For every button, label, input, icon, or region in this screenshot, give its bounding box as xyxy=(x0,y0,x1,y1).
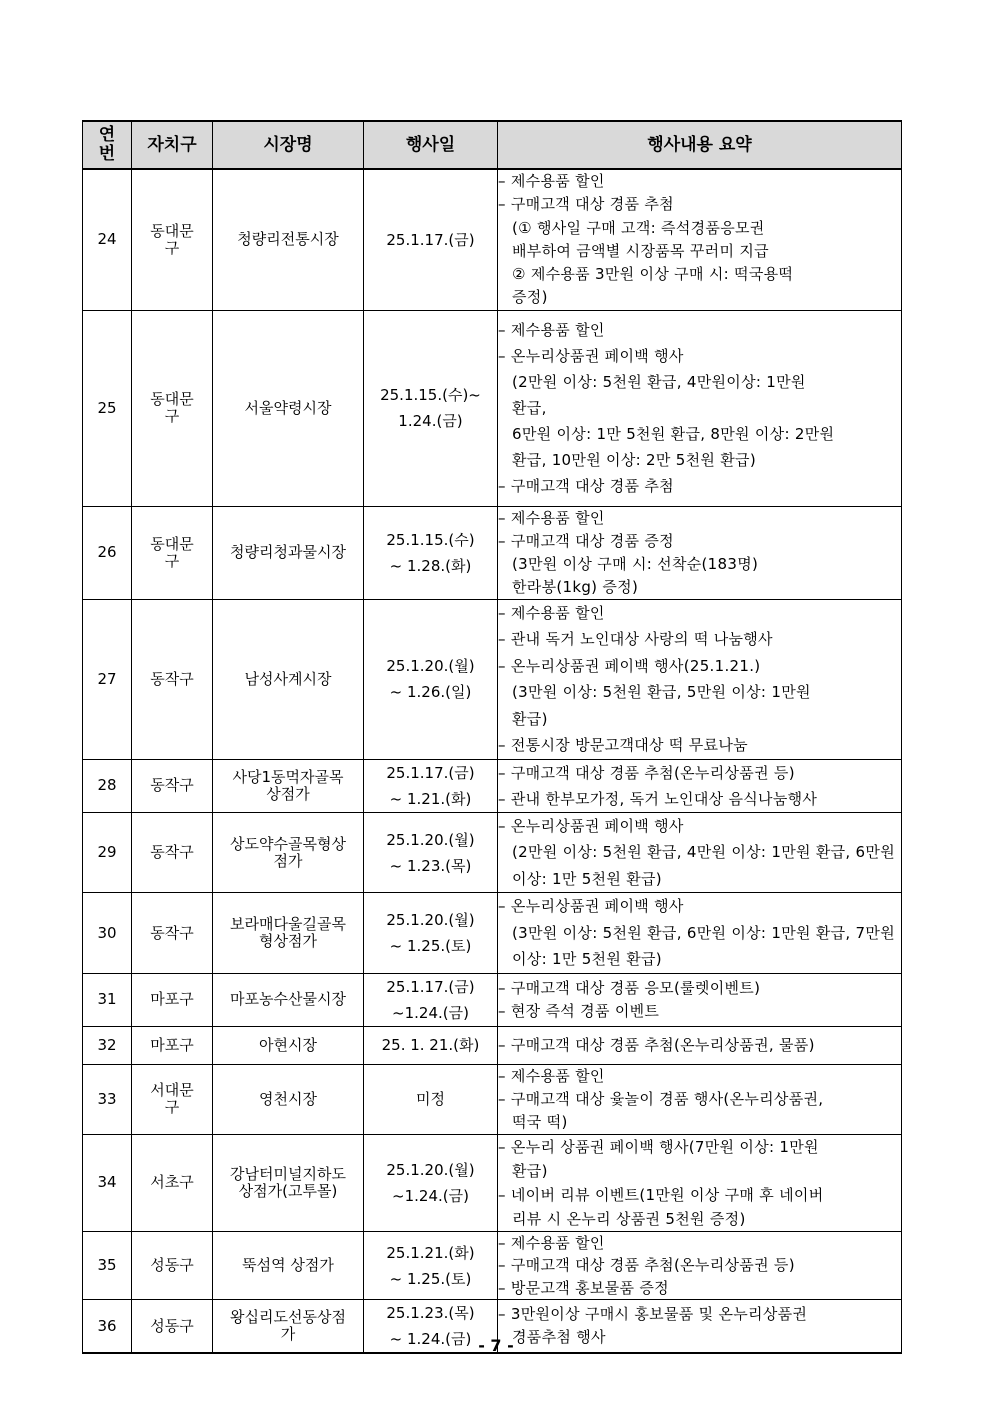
row-date-text: 25.1.20.(월) ~ 1.25.(토) xyxy=(386,911,475,956)
row-summary xyxy=(498,893,902,974)
row-summary xyxy=(498,1134,902,1231)
row-district xyxy=(132,1026,213,1064)
summary-line: (① 행사일 구매 고객: 즉석경품응모권 xyxy=(512,218,765,237)
row-summary xyxy=(498,506,902,599)
row-no-text: 36 xyxy=(97,1316,117,1335)
row-summary xyxy=(498,759,902,812)
summary-line: ② 제수용품 3만원 이상 구매 시: 떡국용떡 xyxy=(512,265,794,284)
row-no xyxy=(83,1134,132,1231)
summary-line: – 온누리상품권 페이백 행사 xyxy=(498,347,684,366)
row-summary xyxy=(498,169,902,310)
row-summary xyxy=(498,1026,902,1064)
summary-line: – 온누리상품권 페이백 행사 xyxy=(498,897,684,916)
row-district-text: 서초구 xyxy=(150,1173,194,1192)
summary-line: (2만원 이상: 5천원 환급, 4만원이상: 1만원 xyxy=(512,373,806,392)
summary-line: – 관내 한부모가정, 독거 노인대상 음식나눔행사 xyxy=(498,789,818,808)
summary-line: – 네이버 리뷰 이벤트(1만원 이상 구매 후 네이버 xyxy=(498,1185,824,1204)
row-no xyxy=(83,1064,132,1134)
summary-line: – 제수용품 할인 xyxy=(498,172,605,190)
summary-line: 이상: 1만 5천원 환급) xyxy=(512,950,662,969)
row-district xyxy=(132,812,213,893)
row-date xyxy=(364,1134,498,1231)
row-market-text: 보라매다울길골목 형상점가 xyxy=(230,915,346,951)
row-market-text: 마포농수산물시장 xyxy=(230,990,346,1009)
row-district-text: 마포구 xyxy=(150,990,194,1009)
header-date: 행사일 xyxy=(364,121,498,169)
row-date xyxy=(364,759,498,812)
row-no-text: 30 xyxy=(97,923,117,942)
summary-line: (3만원 이상: 5천원 환급, 5만원 이상: 1만원 xyxy=(512,683,811,702)
row-market xyxy=(213,893,364,974)
row-no xyxy=(83,1026,132,1064)
row-summary xyxy=(498,1064,902,1134)
row-date xyxy=(364,1064,498,1134)
summary-line: 환급) xyxy=(512,1161,548,1180)
row-date-text: 25.1.15.(수)~ 1.24.(금) xyxy=(380,386,481,431)
table-row xyxy=(83,506,902,599)
row-district-text: 성동구 xyxy=(150,1316,194,1335)
summary-line: – 구매고객 대상 경품 추첨 xyxy=(498,477,674,496)
row-market xyxy=(213,759,364,812)
summary-line: (2만원 이상: 5천원 환급, 4만원 이상: 1만원 환급, 6만원 xyxy=(512,843,895,862)
table-row xyxy=(83,169,902,310)
header-row xyxy=(83,121,902,169)
row-district xyxy=(132,506,213,599)
row-summary xyxy=(498,812,902,893)
row-no xyxy=(83,310,132,506)
summary-line: – 구매고객 대상 경품 추첨(온누리상품권 등) xyxy=(498,763,795,782)
row-market-text: 상도약수골목형상 점가 xyxy=(230,834,346,870)
row-no-text: 27 xyxy=(97,669,117,688)
row-no-text: 25 xyxy=(97,398,117,417)
row-date-text: 25. 1. 21.(화) xyxy=(381,1036,480,1055)
summary-line: 증정) xyxy=(512,288,548,307)
row-date-text: 25.1.20.(월) ~ 1.23.(목) xyxy=(386,830,475,875)
summary-line: – 온누리상품권 페이백 행사(25.1.21.) xyxy=(498,656,761,675)
row-date-text: 25.1.17.(금) ~ 1.21.(화) xyxy=(386,763,475,808)
row-market xyxy=(213,310,364,506)
summary-line: – 3만원이상 구매시 홍보물품 및 온누리상품권 xyxy=(498,1305,808,1324)
row-date xyxy=(364,973,498,1026)
row-market xyxy=(213,973,364,1026)
row-date xyxy=(364,310,498,506)
row-no-text: 31 xyxy=(97,990,117,1009)
row-market xyxy=(213,1064,364,1134)
row-date xyxy=(364,893,498,974)
row-no-text: 33 xyxy=(97,1089,117,1108)
row-market xyxy=(213,1231,364,1300)
row-district-text: 동작구 xyxy=(150,669,194,688)
summary-line: 환급, 10만원 이상: 2만 5천원 환급) xyxy=(512,451,756,470)
table-row xyxy=(83,893,902,974)
summary-line: 환급) xyxy=(512,709,548,728)
row-market-text: 영천시장 xyxy=(259,1089,317,1108)
row-district-text: 동대문 구 xyxy=(150,390,194,426)
row-no-text: 35 xyxy=(97,1256,117,1275)
row-market-text: 남성사계시장 xyxy=(244,669,332,688)
summary-line: – 온누리 상품권 페이백 행사(7만원 이상: 1만원 xyxy=(498,1137,819,1156)
row-date xyxy=(364,812,498,893)
row-date-text: 미정 xyxy=(416,1090,445,1109)
row-district-text: 동작구 xyxy=(150,843,194,862)
row-district-text: 서대문 구 xyxy=(150,1081,194,1117)
summary-line: – 구매고객 대상 경품 추첨(온누리상품권, 물품) xyxy=(498,1036,815,1055)
row-no xyxy=(83,893,132,974)
row-district xyxy=(132,1231,213,1300)
summary-line: 6만원 이상: 1만 5천원 환급, 8만원 이상: 2만원 xyxy=(512,425,835,444)
summary-line: 이상: 1만 5천원 환급) xyxy=(512,869,662,888)
table-row xyxy=(83,759,902,812)
row-district xyxy=(132,1134,213,1231)
row-no xyxy=(83,759,132,812)
table-row xyxy=(83,1134,902,1231)
header-district: 자치구 xyxy=(132,121,213,169)
row-market-text: 강남터미널지하도 상점가(고투몰) xyxy=(230,1164,346,1200)
table-row xyxy=(83,1231,902,1300)
row-market-text: 뚝섬역 상점가 xyxy=(242,1256,334,1275)
row-date-text: 25.1.21.(화) ~ 1.25.(토) xyxy=(386,1243,475,1288)
table-row xyxy=(83,1026,902,1064)
row-no xyxy=(83,506,132,599)
summary-line: 떡국 떡) xyxy=(512,1112,568,1131)
summary-line: – 구매고객 대상 경품 응모(룰렛이벤트) xyxy=(498,978,761,997)
row-no-text: 28 xyxy=(97,776,117,795)
summary-line: 경품추첨 행사 xyxy=(512,1328,606,1347)
row-market xyxy=(213,812,364,893)
summary-line: – 구매고객 대상 경품 추첨 xyxy=(498,195,674,214)
row-district xyxy=(132,1064,213,1134)
row-no-text: 29 xyxy=(97,843,117,862)
row-district xyxy=(132,973,213,1026)
row-no xyxy=(83,812,132,893)
row-date-text: 25.1.20.(월) ~1.24.(금) xyxy=(386,1160,475,1205)
summary-line: – 방문고객 홍보물품 증정 xyxy=(498,1278,669,1297)
summary-line: – 구매고객 대상 경품 추첨(온누리상품권 등) xyxy=(498,1256,795,1275)
header-no: 연 번 xyxy=(83,121,132,169)
row-district-text: 동작구 xyxy=(150,776,194,795)
summary-line: – 온누리상품권 페이백 행사 xyxy=(498,816,684,835)
summary-line: – 구매고객 대상 경품 증정 xyxy=(498,531,674,550)
summary-line: – 제수용품 할인 xyxy=(498,321,605,340)
row-market-text: 사당1동먹자골목 상점가 xyxy=(232,767,344,803)
row-district xyxy=(132,893,213,974)
summary-line: 배부하여 금액별 시장품목 꾸러미 지급 xyxy=(512,241,769,260)
row-market-text: 청량리청과물시장 xyxy=(230,543,346,562)
row-market xyxy=(213,1134,364,1231)
summary-line: 한라봉(1kg) 증정) xyxy=(512,577,639,596)
row-date-text: 25.1.15.(수) ~ 1.28.(화) xyxy=(386,530,475,575)
summary-line: (3만원 이상: 5천원 환급, 6만원 이상: 1만원 환급, 7만원 xyxy=(512,923,895,942)
summary-line: – 현장 즉석 경품 이벤트 xyxy=(498,1001,660,1020)
row-district-text: 동대문 구 xyxy=(150,221,194,257)
row-district xyxy=(132,169,213,310)
table-row xyxy=(83,973,902,1026)
row-date xyxy=(364,1026,498,1064)
row-date xyxy=(364,1231,498,1300)
row-no xyxy=(83,973,132,1026)
row-district-text: 동대문 구 xyxy=(150,534,194,570)
row-summary xyxy=(498,1231,902,1300)
row-no xyxy=(83,599,132,759)
summary-line: – 전통시장 방문고객대상 떡 무료나눔 xyxy=(498,736,748,755)
row-district xyxy=(132,310,213,506)
row-no-text: 34 xyxy=(97,1173,117,1192)
summary-line: – 제수용품 할인 xyxy=(498,1233,605,1252)
row-date-text: 25.1.17.(금) ~1.24.(금) xyxy=(386,977,475,1022)
row-market xyxy=(213,169,364,310)
table-row xyxy=(83,1064,902,1134)
row-date xyxy=(364,506,498,599)
row-no-text: 24 xyxy=(97,230,117,249)
row-summary xyxy=(498,310,902,506)
row-district-text: 동작구 xyxy=(150,923,194,942)
row-district xyxy=(132,759,213,812)
row-district-text: 마포구 xyxy=(150,1035,194,1054)
summary-line: – 관내 독거 노인대상 사랑의 떡 나눔행사 xyxy=(498,630,773,649)
table-row xyxy=(83,310,902,506)
summary-line: – 제수용품 할인 xyxy=(498,508,605,527)
row-no xyxy=(83,1231,132,1300)
row-date-text: 25.1.23.(목) ~ 1.24.(금) xyxy=(386,1304,475,1349)
summary-line: 환급, xyxy=(512,399,547,418)
summary-line: – 제수용품 할인 xyxy=(498,1066,605,1085)
row-market xyxy=(213,1026,364,1064)
row-market xyxy=(213,599,364,759)
summary-line: – 제수용품 할인 xyxy=(498,603,605,622)
row-no-text: 32 xyxy=(97,1035,117,1054)
summary-line: (3만원 이상 구매 시: 선착순(183명) xyxy=(512,554,759,573)
row-no-text: 26 xyxy=(97,543,117,562)
row-summary xyxy=(498,973,902,1026)
row-market-text: 청량리전통시장 xyxy=(237,230,339,249)
table-row xyxy=(83,599,902,759)
row-summary xyxy=(498,599,902,759)
summary-line: 리뷰 시 온누리 상품권 5천원 증정) xyxy=(512,1209,746,1228)
row-district xyxy=(132,599,213,759)
row-market-text: 서울약령시장 xyxy=(244,398,332,417)
table-row xyxy=(83,812,902,893)
row-date-text: 25.1.20.(월) ~ 1.26.(일) xyxy=(386,657,475,702)
row-market xyxy=(213,506,364,599)
page-number: - 7 - xyxy=(478,1336,514,1355)
header-summary: 행사내용 요약 xyxy=(498,121,902,169)
row-date-text: 25.1.17.(금) xyxy=(386,230,475,249)
row-date xyxy=(364,169,498,310)
row-market-text: 왕십리도선동상점 가 xyxy=(230,1308,346,1344)
header-market: 시장명 xyxy=(213,121,364,169)
summary-line: – 구매고객 대상 윷놀이 경품 행사(온누리상품권, xyxy=(498,1089,824,1108)
events-table xyxy=(82,120,902,1354)
row-market-text: 아현시장 xyxy=(259,1035,317,1054)
row-district-text: 성동구 xyxy=(150,1256,194,1275)
row-no xyxy=(83,169,132,310)
row-date xyxy=(364,599,498,759)
